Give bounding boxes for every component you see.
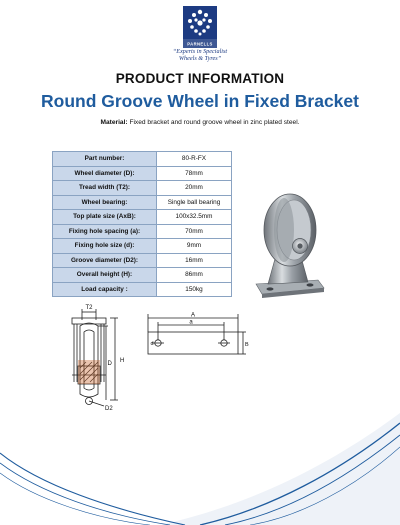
logo-brand-text: PARNELLS [187,41,213,47]
spec-table [52,151,232,297]
spec-value: 80-R-FX [157,152,232,167]
spec-label: Wheel diameter (D): [53,166,157,181]
spec-label: Groove diameter (D2): [53,253,157,268]
spec-value: 16mm [157,253,232,268]
spec-value: 20mm [157,181,232,196]
material-line [0,119,400,126]
spec-value: 9mm [157,239,232,254]
label-t2: T2 [85,305,93,311]
label-d-hole: d [150,341,154,347]
spec-label: Tread width (T2): [53,181,157,196]
table-row [53,239,232,254]
spec-label: Fixing hole spacing (a): [53,224,157,239]
label-b: B [245,342,249,348]
page-heading: PRODUCT INFORMATION [115,71,285,86]
spec-value: Single ball bearing [157,195,232,210]
tagline-line-2: Wheels & Tyres” [178,55,222,62]
material-label: Material: [100,119,128,126]
table-row [53,166,232,181]
table-row [53,268,232,283]
spec-label: Overall height (H): [53,268,157,283]
label-d: D [107,361,112,367]
spec-label: Part number: [53,152,157,167]
wheel-bracket-photo [248,188,328,302]
table-row [53,282,232,297]
parnells-logo [183,6,217,48]
table-row [53,253,232,268]
logo-tagline [120,48,280,62]
label-a-upper: A [190,312,196,319]
table-row [53,152,232,167]
spec-value: 86mm [157,268,232,283]
spec-value: 150kg [157,282,232,297]
table-row [53,224,232,239]
tagline-line-1: “Experts in Specialist [172,48,228,55]
table-row [53,210,232,225]
material-text: Fixed bracket and round groove wheel in zinc plated steel. [127,119,300,126]
spec-value: 78mm [157,166,232,181]
spec-label: Top plate size (AxB): [53,210,157,225]
label-h: H [120,358,125,364]
side-view-drawing [62,302,134,416]
product-title: Round Groove Wheel in Fixed Bracket [41,91,359,111]
spec-value: 70mm [157,224,232,239]
label-a-lower: a [189,319,193,326]
spec-label: Load capacity : [53,282,157,297]
spec-label: Fixing hole size (d): [53,239,157,254]
table-row [53,181,232,196]
spec-label: Wheel bearing: [53,195,157,210]
spec-value: 100x32.5mm [157,210,232,225]
corner-swoosh-decoration [0,405,400,525]
label-d2: D2 [105,406,113,412]
table-row [53,195,232,210]
top-plate-drawing [142,310,252,365]
